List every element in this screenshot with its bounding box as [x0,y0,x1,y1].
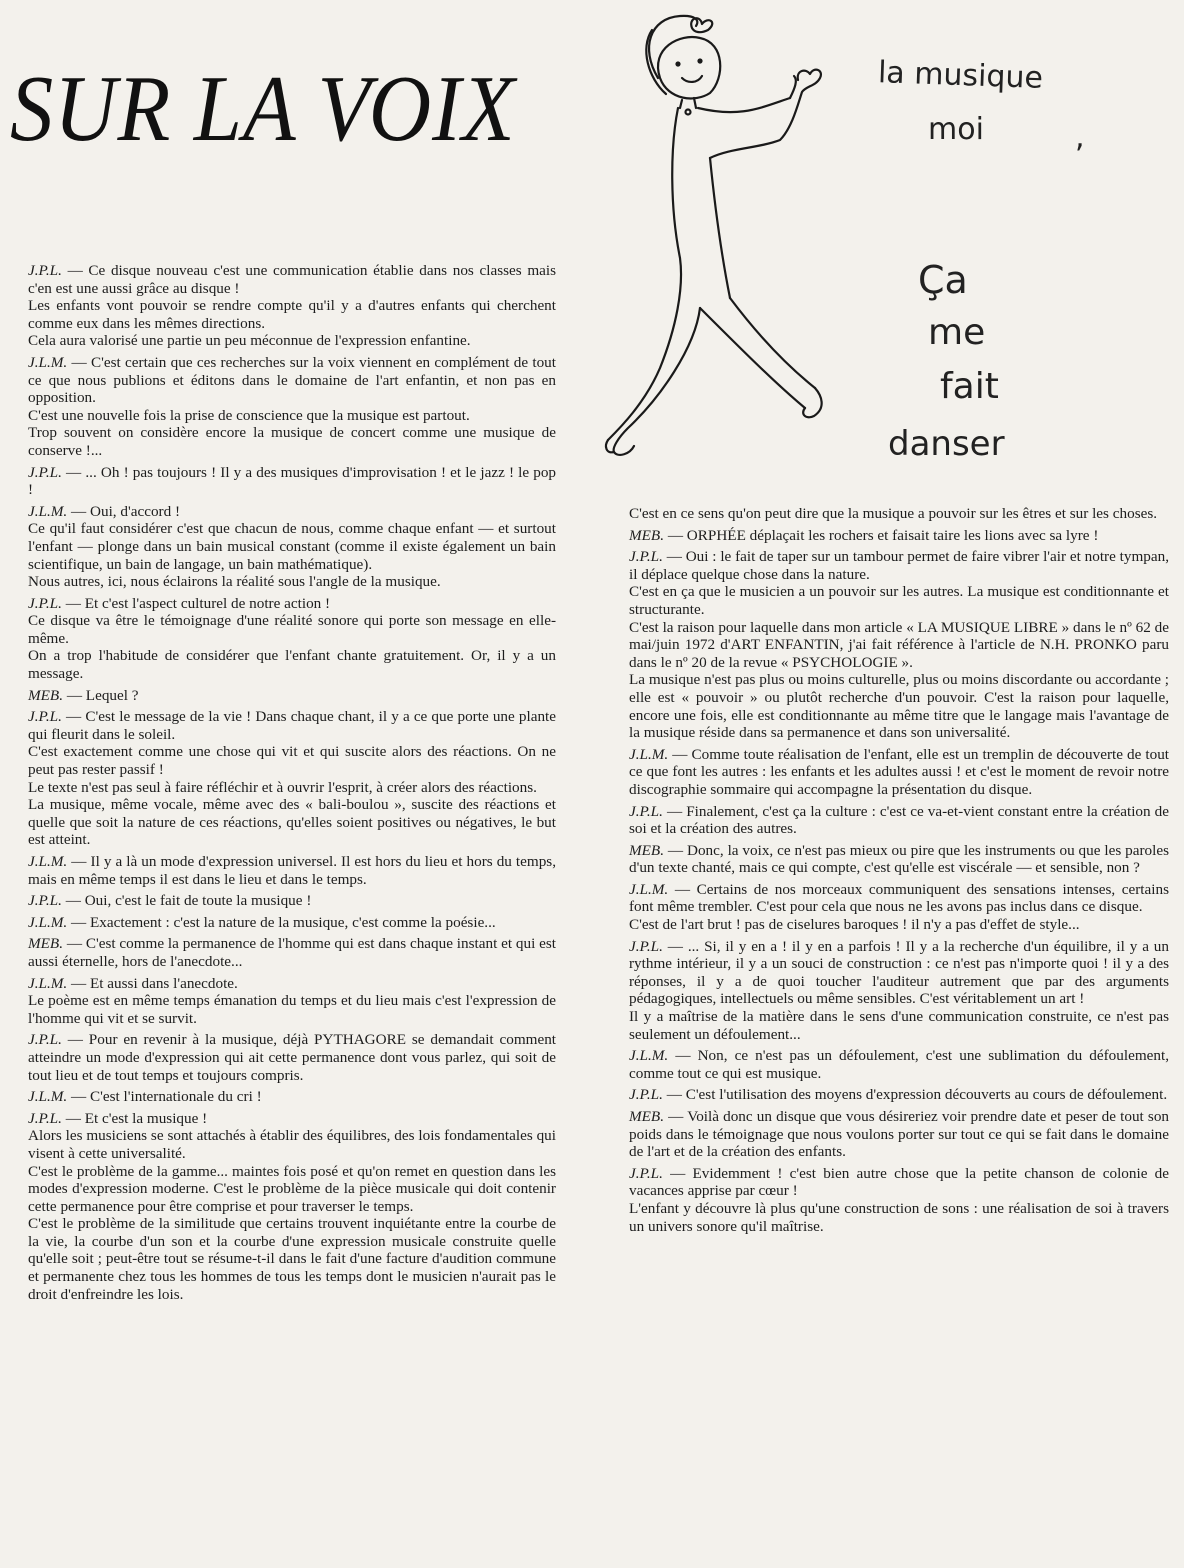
paragraph-text: — Oui : le fait de taper sur un tambour permet de faire vibrer l'air et notre tympan, il déplace quelque chose dans la nature. [629,548,1169,583]
paragraph-text: — C'est le message de la vie ! Dans chaque chant, il y a ce que porte une plante qui fleurit dans le soleil. [28,708,557,743]
paragraph-text: — Oui, d'accord ! [71,502,181,520]
dialogue-entry [28,595,556,683]
speaker-label: J.P.L. [629,1164,663,1182]
dialogue-entry [28,708,556,849]
speaker-label: J.L.M. [28,974,68,992]
speaker-label: J.P.L. [629,802,663,820]
speaker-label: J.P.L. [28,892,62,910]
paragraph [28,687,556,705]
speaker-label: J.P.L. [28,463,62,481]
handwriting-line-1: la musique [877,55,1044,96]
paragraph [629,1165,1169,1200]
dialogue-entry [28,354,556,460]
right-column [629,505,1169,1239]
paragraph [629,881,1169,916]
paragraph-text: — Comme toute réalisation de l'enfant, elle est un tremplin de découverte de tout ce que font les autres : les enfants et les adultes aussi ! et c'est le moment de revoir notre discographie sommaire qui accompagne la présentation du disque. [629,745,1170,798]
paragraph [28,796,556,849]
paragraph-text: C'est en ce sens qu'on peut dire que la musique a pouvoir sur les êtres et sur les choses. [629,505,1158,522]
paragraph [28,612,556,647]
dialogue-entry [629,1108,1169,1161]
dialogue-entry [28,853,556,888]
paragraph-text: — Certains de nos morceaux communiquent des sensations intenses, certains font même trembler. C'est pour cela que nous ne les avons pas inclus dans ce disque. [629,880,1169,916]
paragraph-text: — Exactement : c'est la nature de la musique, c'est comme la poésie... [71,913,496,931]
speaker-label: J.L.M. [629,1047,669,1065]
paragraph-text: — ORPHÉE déplaçait les rochers et faisait taire les lions avec sa lyre ! [667,526,1099,544]
paragraph-text: — Pour en revenir à la musique, déjà PYTHAGORE se demandait comment atteindre un mode d'expression qui ait cette permanence dont vous parlez, qui soit de tout lieu et de tout temps et toujours compris. [28,1031,557,1084]
speaker-label: J.P.L. [28,262,62,279]
dialogue-entry [629,842,1169,877]
paragraph-text: C'est exactement comme une chose qui vit et qui suscite alors des réactions. On ne peut pas rester passif ! [28,743,556,779]
paragraph-text: La musique n'est pas plus ou moins culturelle, plus ou moins discordante ou accordante ; elle est « pouvoir » ou plutôt recherche d'un pouvoir. C'est la raison pour laquelle, encore une fois, elle est conditionnante au même titre que le langage mais l'avantage de la musique réside dans sa permanence et dans son universalité. [629,671,1169,742]
paragraph-text: — Et c'est la musique ! [65,1109,208,1127]
handwriting-line-6: fait [940,366,999,407]
dialogue-entry [28,464,556,499]
handwriting-line-2: moi [928,112,984,147]
handwriting-line-5: me [928,312,986,353]
paragraph [629,671,1169,741]
paragraph-text: Le poème est en même temps émanation du temps et du lieu mais c'est l'expression de l'homme qui vit et se survit. [28,992,556,1027]
paragraph [28,1215,556,1303]
speaker-label: MEB. [28,686,64,704]
paragraph-text: Les enfants vont pouvoir se rendre compte qu'il y a d'autres enfants qui cherchent comme eux dans les mêmes directions. [28,297,556,332]
paragraph [28,503,556,521]
handwriting-line-4: Ça [918,258,968,302]
paragraph-text: Ce qu'il faut considérer c'est que chacun de nous, comme chaque enfant — et surtout l'enfant — plonge dans un bain musical constant (comme il existe également un bain scientifique, un bain de langage, un bain mathématique). [28,520,556,573]
paragraph-text: Nous autres, ici, nous éclairons la réalité sous l'angle de la musique. [28,573,441,591]
speaker-label: J.L.M. [28,1088,68,1106]
paragraph-text: — ... Oh ! pas toujours ! Il y a des musiques d'improvisation ! et le jazz ! le pop ! [28,463,557,499]
speaker-label: MEB. [28,935,64,953]
paragraph [629,1086,1169,1104]
paragraph [28,262,556,297]
paragraph [629,1200,1169,1235]
dialogue-entry [28,892,556,910]
paragraph-text: — Finalement, c'est ça la culture : c'est ce va-et-vient constant entre la création de soi et la création des autres. [629,802,1170,838]
paragraph [28,975,556,993]
paragraph [629,619,1169,672]
speaker-label: MEB. [629,526,665,544]
dialogue-entry [28,975,556,1028]
dialogue-entry [28,1088,556,1106]
paragraph [28,1127,556,1162]
page-title: SUR LA VOIX [10,57,516,161]
speaker-label: J.L.M. [28,853,68,870]
paragraph-text: C'est en ça que le musicien a un pouvoir sur les autres. La musique est conditionnante et structurante. [629,583,1169,618]
paragraph [28,297,556,332]
dialogue-entry [629,505,1169,523]
dialogue-entry [629,881,1169,934]
speaker-label: J.P.L. [28,1109,62,1127]
paragraph [629,548,1169,583]
left-column [28,262,556,1307]
dialogue-entry [629,1047,1169,1082]
paragraph [629,1108,1169,1161]
paragraph [28,573,556,591]
speaker-label: J.P.L. [629,1086,663,1104]
paragraph [28,992,556,1027]
paragraph-text: Alors les musiciens se sont attachés à établir des équilibres, des lois fondamentales qui visent à cette universalité. [28,1127,556,1162]
paragraph [28,892,556,910]
paragraph-text: C'est le problème de la gamme... maintes fois posé et qu'on remet en question dans les modes d'expression moderne. C'est le problème de la pièce musicale qui doit contenir cette permanence pour être comprise et pour traverser le temps. [28,1162,556,1215]
paragraph [629,916,1169,934]
paragraph-text: On a trop l'habitude de considérer que l'enfant chante gratuitement. Or, il y a un message. [28,647,556,683]
paragraph [28,743,556,778]
paragraph [28,853,556,888]
paragraph-text: L'enfant y découvre là plus qu'une construction de sons : une réalisation de soi à travers un univers sonore qu'il maîtrise. [629,1199,1169,1235]
paragraph [28,520,556,573]
paragraph [629,803,1169,838]
paragraph [629,1008,1169,1043]
dialogue-entry [629,1165,1169,1235]
paragraph [28,1110,556,1128]
speaker-label: J.L.M. [629,880,669,898]
paragraph [28,935,556,970]
speaker-label: J.L.M. [28,502,68,520]
paragraph [629,527,1169,545]
dialogue-entry [28,1031,556,1084]
paragraph [28,354,556,407]
paragraph-text: — Voilà donc un disque que vous désireriez voir prendre date et peser de tout son poids dans le témoignage que nous voulons porter sur tout ce qui se fait dans le domaine de l'art et de la création des enfants. [629,1108,1170,1161]
dialogue-entry [629,746,1169,799]
dialogue-entry [629,938,1169,1044]
paragraph [28,1031,556,1084]
paragraph-text: — C'est l'utilisation des moyens d'expression découverts au cours de défoulement. [666,1086,1168,1104]
dialogue-entry [629,1086,1169,1104]
paragraph [28,914,556,932]
paragraph-text: — C'est l'internationale du cri ! [71,1088,262,1106]
paragraph-text: — C'est certain que ces recherches sur la voix viennent en complément de tout ce que nous publions et éditons dans le domaine de l'art enfantin, et non pas en opposition. [28,353,556,407]
paragraph-text: C'est de l'art brut ! pas de ciselures baroques ! il n'y a pas d'effet de style... [629,916,1080,934]
paragraph [28,1088,556,1106]
speaker-label: J.P.L. [28,594,62,612]
paragraph-text: La musique, même vocale, même avec des « bali-boulou », suscite des réactions et quelle que soit la nature de ces réactions, qu'elles soient positives ou négatives, le but est atteint. [28,796,556,849]
paragraph-text: — Il y a là un mode d'expression universel. Il est hors du lieu et hors du temps, mais en même temps il est dans le lieu et dans le temps. [28,853,556,888]
paragraph-text: — Donc, la voix, ce n'est pas mieux ou pire que les instruments ou que les paroles d'un texte chanté, mais ce qui compte, c'est qu'elle est viscérale — et sensible, non ? [629,841,1169,877]
paragraph-text: — Oui, c'est le fait de toute la musique ! [65,892,312,910]
paragraph-text: — Evidemment ! c'est bien autre chose que la petite chanson de colonie de vacances apprise par cœur ! [629,1164,1169,1200]
speaker-label: MEB. [629,841,665,859]
paragraph [629,1047,1169,1082]
dialogue-entry [28,503,556,591]
paragraph-text: C'est le problème de la similitude que certains trouvent inquiétante entre la courbe de la vie, la courbe d'un son et la courbe d'une expression musicale construite quelle qu'elle soit ; peut-être tout se résume-t-il dans le fait d'une facture d'audition commune et permanente chez tous les hommes de tous les temps dont le musicien n'aurait pas le droit d'enfreindre les lois. [28,1215,556,1303]
paragraph-text: C'est une nouvelle fois la prise de conscience que la musique est partout. [28,406,470,424]
dialogue-entry [629,548,1169,742]
paragraph-text: — Et c'est l'aspect culturel de notre action ! [65,594,331,612]
paragraph [28,424,556,459]
dialogue-entry [28,1110,556,1304]
paragraph-text: — Ce disque nouveau c'est une communication établie dans nos classes mais c'en est une aussi grâce au disque ! [28,262,557,297]
paragraph [28,647,556,682]
paragraph [28,779,556,797]
dialogue-entry [28,687,556,705]
dialogue-entry [28,262,556,350]
dialogue-entry [28,914,556,932]
paragraph [629,938,1169,1008]
speaker-label: J.P.L. [629,937,663,955]
speaker-label: J.P.L. [28,1031,62,1049]
paragraph [629,505,1169,523]
paragraph-text: — ... Si, il y en a ! il y en a parfois ! Il y a la recherche d'un équilibre, il y a un rythme intérieur, il y a un souci de construction : ce n'est pas n'importe quoi ! il y a des réponses, il y a de quoi toucher l'auditeur autrement que par des arguments pédagogiques, intellectuels ou même sensibles. C'est véritablement un art ! [629,937,1169,1008]
paragraph-text: — Et aussi dans l'anecdote. [71,974,238,992]
handwriting-line-3: , [1075,120,1085,155]
speaker-label: J.P.L. [629,548,663,566]
speaker-label: J.L.M. [629,745,669,763]
paragraph-text: Il y a maîtrise de la matière dans le sens d'une communication construite, ce n'est pas seulement un défoulement... [629,1008,1169,1043]
dialogue-entry [28,935,556,970]
speaker-label: MEB. [629,1108,665,1125]
paragraph-text: — C'est comme la permanence de l'homme qui est dans chaque instant et qui est aussi éternelle, hors de l'anecdote... [28,935,556,970]
paragraph-text: — Non, ce n'est pas un défoulement, c'est une sublimation du défoulement, comme tout ce qui est musique. [629,1047,1169,1082]
dialogue-entry [629,527,1169,545]
dialogue-entry [629,803,1169,838]
paragraph [28,595,556,613]
speaker-label: J.L.M. [28,353,68,371]
paragraph-text: — Lequel ? [66,686,139,704]
paragraph [28,407,556,425]
paragraph [28,708,556,743]
paragraph-text: Ce disque va être le témoignage d'une réalité sonore qui porte son message en elle-même. [28,612,556,647]
paragraph [28,332,556,350]
paragraph-text: Cela aura valorisé une partie un peu méconnue de l'expression enfantine. [28,332,471,350]
paragraph [28,464,556,499]
paragraph [629,746,1169,799]
paragraph-text: C'est la raison pour laquelle dans mon article « LA MUSIQUE LIBRE » dans le nº 62 de mai/juin 1972 d'ART ENFANTIN, j'ai fait référence à l'article de N.H. PRONKO paru dans le nº 20 de la revue « PSYCHOLOGIE ». [629,618,1169,671]
paragraph [28,1163,556,1216]
paragraph-text: Le texte n'est pas seul à faire réfléchir et à ouvrir l'esprit, à créer alors des réactions. [28,778,537,796]
speaker-label: J.L.M. [28,913,68,931]
paragraph [629,583,1169,618]
paragraph [629,842,1169,877]
handwriting-line-7: danser [888,424,1005,464]
speaker-label: J.P.L. [28,708,62,726]
paragraph-text: Trop souvent on considère encore la musique de concert comme une musique de conserve !... [28,424,556,459]
